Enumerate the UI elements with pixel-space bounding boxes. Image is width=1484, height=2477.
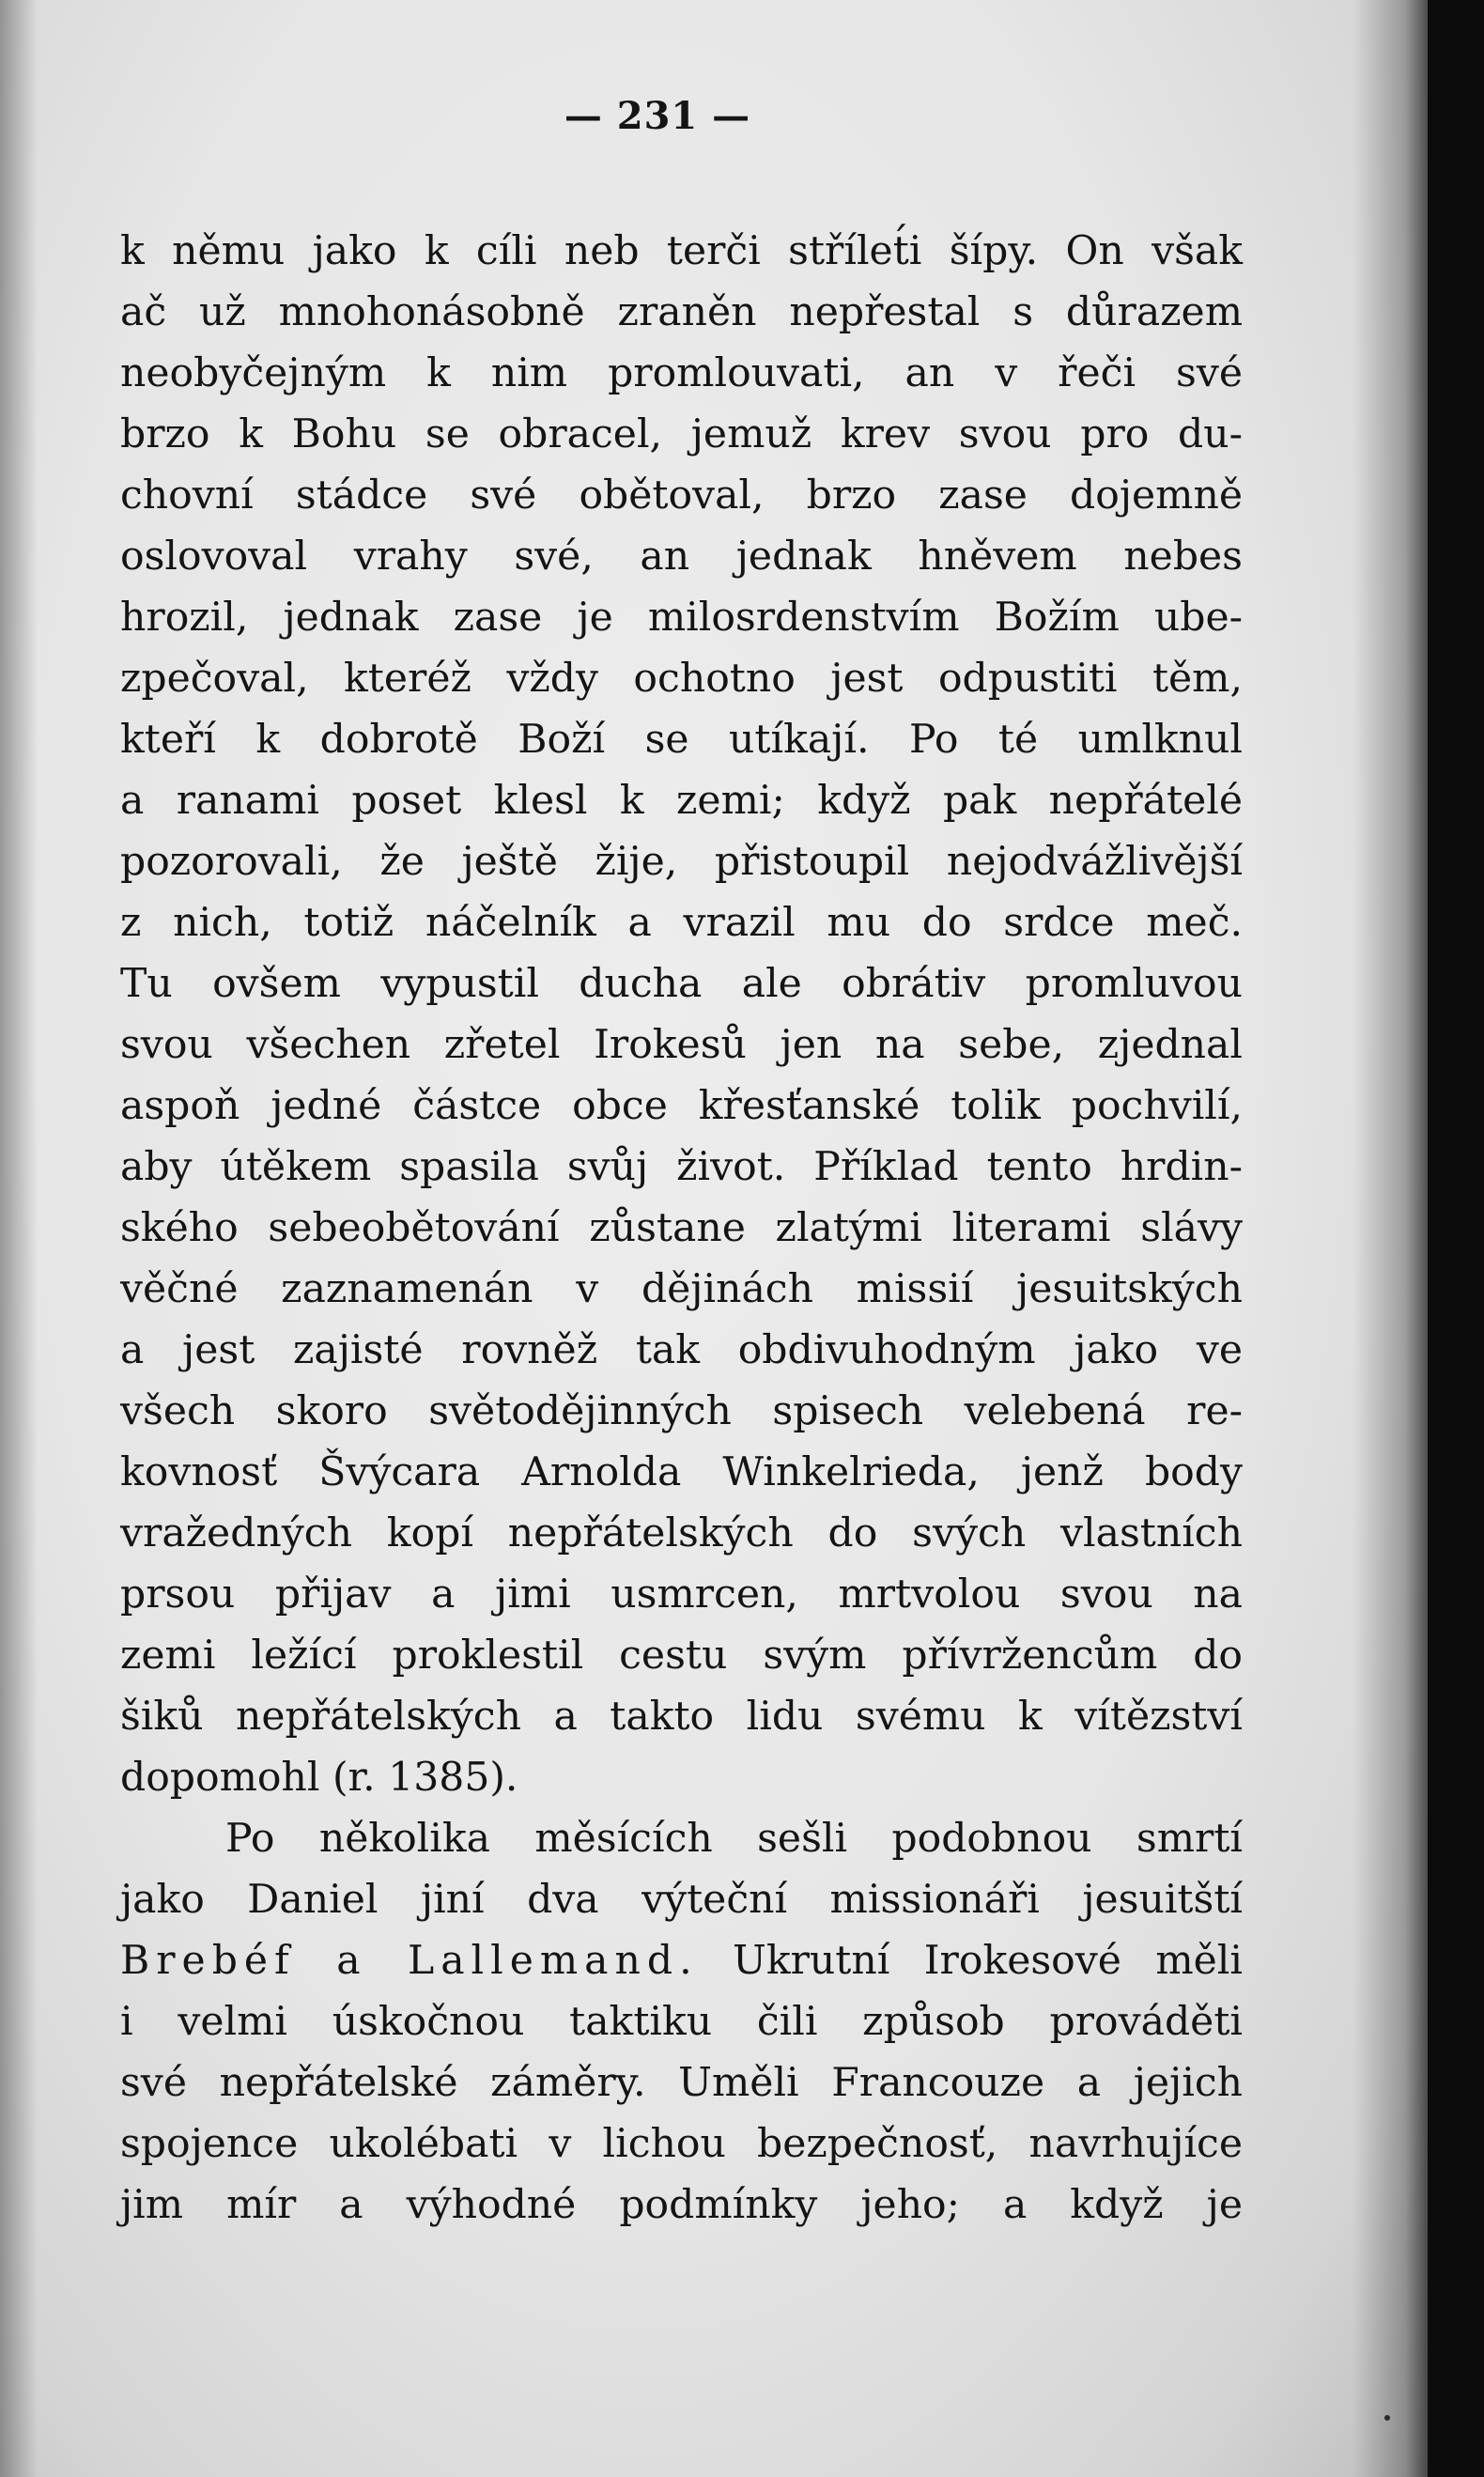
page-gutter-shadow [0,0,38,2477]
text-line: vražedných kopí nepřátelských do svých vlastních [120,1510,1243,1556]
text-line: kteří k dobrotě Boží se utíkají. Po té umlknul [120,717,1243,763]
text-line: brzo k Bohu se obracel, jemuž krev svou pro du- [120,411,1243,457]
text-line: šiků nepřátelských a takto lidu svému k vítězství [120,1694,1243,1740]
text-line: věčné zaznamenán v dějinách missií jesuitských [120,1266,1243,1312]
text-line: ač už mnohonásobně zraněn nepřestal s důrazem [120,289,1243,335]
text-line-with-spaced-names [120,1930,1243,1991]
text-line: aby útěkem spasila svůj život. Příklad tento hrdin- [120,1144,1243,1190]
page-number: — 231 — [564,94,751,138]
text-line: své nepřátelské záměry. Uměli Francouze a jejich [120,2060,1243,2106]
text-line: všech skoro světodějinných spisech velebená re- [120,1388,1243,1434]
text-line: zemi ležící proklestil cestu svým přívržencům do [120,1633,1243,1679]
text-line: jako Daniel jiní dva výteční missionáři jesuitští [120,1877,1243,1923]
text-line: Tu ovšem vypustil ducha ale obrátiv promluvou [120,961,1243,1007]
text-line: a ranami poset klesl k zemi; když pak nepřátelé [120,778,1243,824]
text-line: prsou přijav a jimi usmrcen, mrtvolou svou na [120,1571,1243,1618]
text-line: neobyčejným k nim promlouvati, an v řeči své [120,350,1243,396]
text-line: svou všechen zřetel Irokesů jen na sebe, zjednal [120,1022,1243,1068]
text-line-paragraph-start: Po několika měsících sešli podobnou smrtí [225,1816,1243,1862]
text-line: kovnosť Švýcara Arnolda Winkelrieda, jenž body [120,1449,1243,1495]
text-line: oslovoval vrahy své, an jednak hněvem nebes [120,534,1243,580]
text-line: ského sebeobětování zůstane zlatými literami slávy [120,1205,1243,1251]
spaced-line-rest: Ukrutní Irokesové měli [698,1938,1243,1984]
body-text [120,221,1243,2236]
text-line: i velmi úskočnou taktiku čili způsob prováděti [120,1999,1243,2045]
text-line: jim mír a výhodné podmínky jeho; a když je [120,2182,1243,2228]
text-line: aspoň jedné částce obce křesťanské tolik pochvilí, [120,1083,1243,1129]
text-line: pozorovali, že ještě žije, přistoupil nejodvážlivější [120,839,1243,885]
text-line: spojence ukolébati v lichou bezpečnosť, navrhujíce [120,2121,1243,2167]
page-edge-shadow [1353,0,1428,2477]
scan-speck [1384,2415,1390,2421]
text-line: chovní stádce své obětoval, brzo zase dojemně [120,472,1243,519]
text-line: z nich, totiž náčelník a vrazil mu do srdce meč. [120,900,1243,946]
text-line: a jest zajisté rovněž tak obdivuhodným jako ve [120,1327,1243,1373]
text-line: zpečoval, kteréž vždy ochotno jest odpustiti těm, [120,656,1243,702]
text-line: hrozil, jednak zase je milosrdenstvím Božím ube- [120,595,1243,641]
text-line: k němu jako k cíli neb terči střílet́i šípy. On však [120,228,1243,274]
text-line-paragraph-end: dopomohl (r. 1385). [120,1755,518,1801]
spaced-names: Brebéf a Lallemand. [120,1938,699,1984]
